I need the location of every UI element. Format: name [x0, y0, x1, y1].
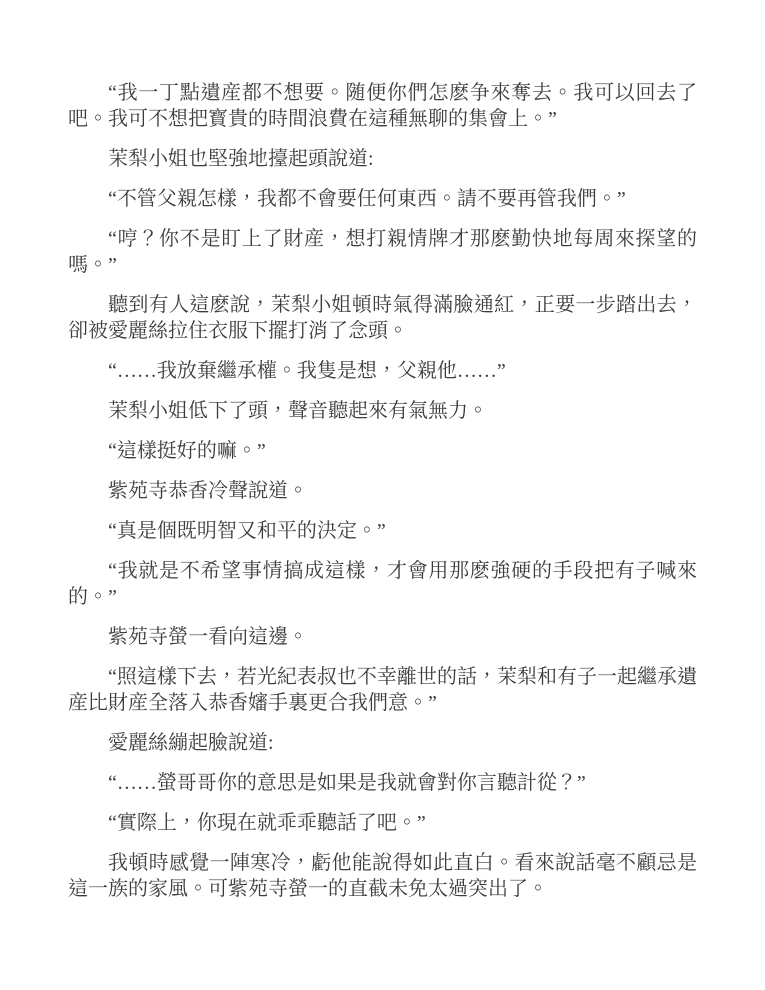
paragraph: 茉梨小姐也堅強地擡起頭說道: — [108, 148, 374, 170]
paragraph: 愛麗絲繃起臉說道: — [108, 732, 274, 754]
paragraph: 紫苑寺恭香冷聲說道。 — [108, 480, 308, 502]
paragraph: “……我放棄繼承權。我隻是想，父親他……” — [108, 360, 506, 382]
paragraph: “我一丁點遺産都不想要。随便你們怎麽争來奪去。我可以回去了吧。我可不想把寳貴的時間浪費在這種無聊的集會上。” — [68, 82, 697, 130]
paragraph: “我就是不希望事情搞成這樣，才會用那麽強硬的手段把有子喊來的。” — [68, 560, 697, 608]
paragraph: 紫苑寺螢一看向這邊。 — [108, 626, 308, 648]
paragraph: “不管父親怎樣，我都不會要任何東西。請不要再管我們。” — [108, 188, 626, 210]
paragraph: 茉梨小姐低下了頭，聲音聽起來有氣無力。 — [108, 400, 488, 422]
paragraph: “哼？你不是盯上了財産，想打親情牌才那麽勤快地每周來探望的嗎。” — [68, 228, 697, 276]
paragraph: “真是個既明智又和平的決定。” — [108, 520, 386, 542]
paragraph: “這樣挺好的嘛。” — [108, 440, 266, 462]
paragraph: “實際上，你現在就乖乖聽話了吧。” — [108, 812, 426, 834]
novel-text-body — [68, 80, 697, 902]
paragraph: 我頓時感覺一陣寒冷，虧他能說得如此直白。看來說話毫不顧忌是這一族的家風。可紫苑寺螢一的直截未免太過突出了。 — [68, 852, 697, 900]
paragraph: “照這樣下去，若光紀表叔也不幸離世的話，茉梨和有子一起繼承遺産比財産全落入恭香嬸手裏更合我們意。” — [68, 666, 697, 714]
paragraph: “……螢哥哥你的意思是如果是我就會對你言聽計從？” — [108, 772, 586, 794]
paragraph: 聽到有人這麽說，茉梨小姐頓時氣得滿臉通紅，正要一步踏出去，卻被愛麗絲拉住衣服下擺打消了念頭。 — [68, 294, 697, 342]
